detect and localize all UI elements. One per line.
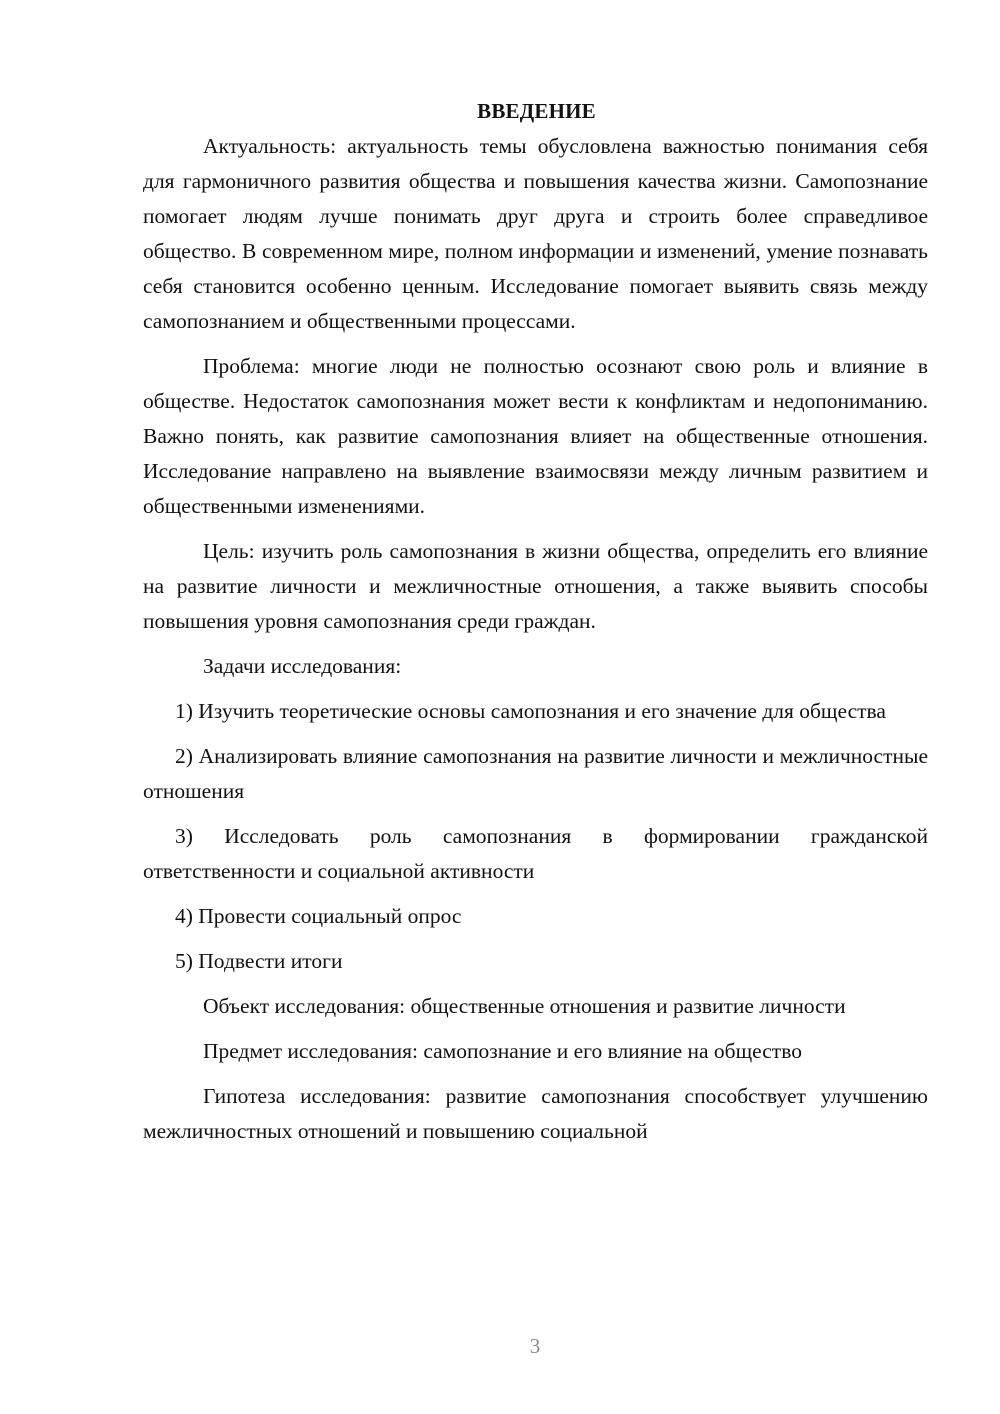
tasks-heading: Задачи исследования: [203,654,402,678]
task-item: 3) Исследовать роль самопознания в формировании гражданской ответственности и социальной активности [143,824,928,883]
section-title: ВВЕДЕНИЕ [477,99,596,123]
paragraph-object: Объект исследования: общественные отношения и развитие личности [203,994,846,1018]
page-number: 3 [529,1334,541,1358]
task-item: 5) Подвести итоги [175,949,343,973]
paragraph-goal: Цель: изучить роль самопознания в жизни общества, определить его влияние на развитие личности и межличностные отношения, а также выявить способы повышения уровня самопознания среди граждан. [143,539,928,633]
paragraph-hypothesis: Гипотеза исследования: развитие самопознания способствует улучшению межличностных отношений и повышению социальной [143,1084,928,1143]
paragraph-subject: Предмет исследования: самопознание и его влияние на общество [203,1039,802,1063]
paragraph-relevance: Актуальность: актуальность темы обусловлена важностью понимания себя для гармоничного развития общества и повышения качества жизни. Самопознание помогает людям лучше понимать друг друга и строить более справедливое общество. В современном мире, полном информации и изменений, умение познавать себя становится особенно ценным. Исследование помогает выявить связь между самопознанием и общественными процессами. [143,134,928,333]
task-item: 1) Изучить теоретические основы самопознания и его значение для общества [175,699,886,723]
document-page [143,96,928,1149]
task-item: 4) Провести социальный опрос [175,904,462,928]
task-item: 2) Анализировать влияние самопознания на развитие личности и межличностные отношения [143,744,928,803]
paragraph-problem: Проблема: многие люди не полностью осознают свою роль и влияние в обществе. Недостаток самопознания может вести к конфликтам и недопониманию. Важно понять, как развитие самопознания влияет на общественные отношения. Исследование направлено на выявление взаимосвязи между личным развитием и общественными изменениями. [143,354,928,518]
